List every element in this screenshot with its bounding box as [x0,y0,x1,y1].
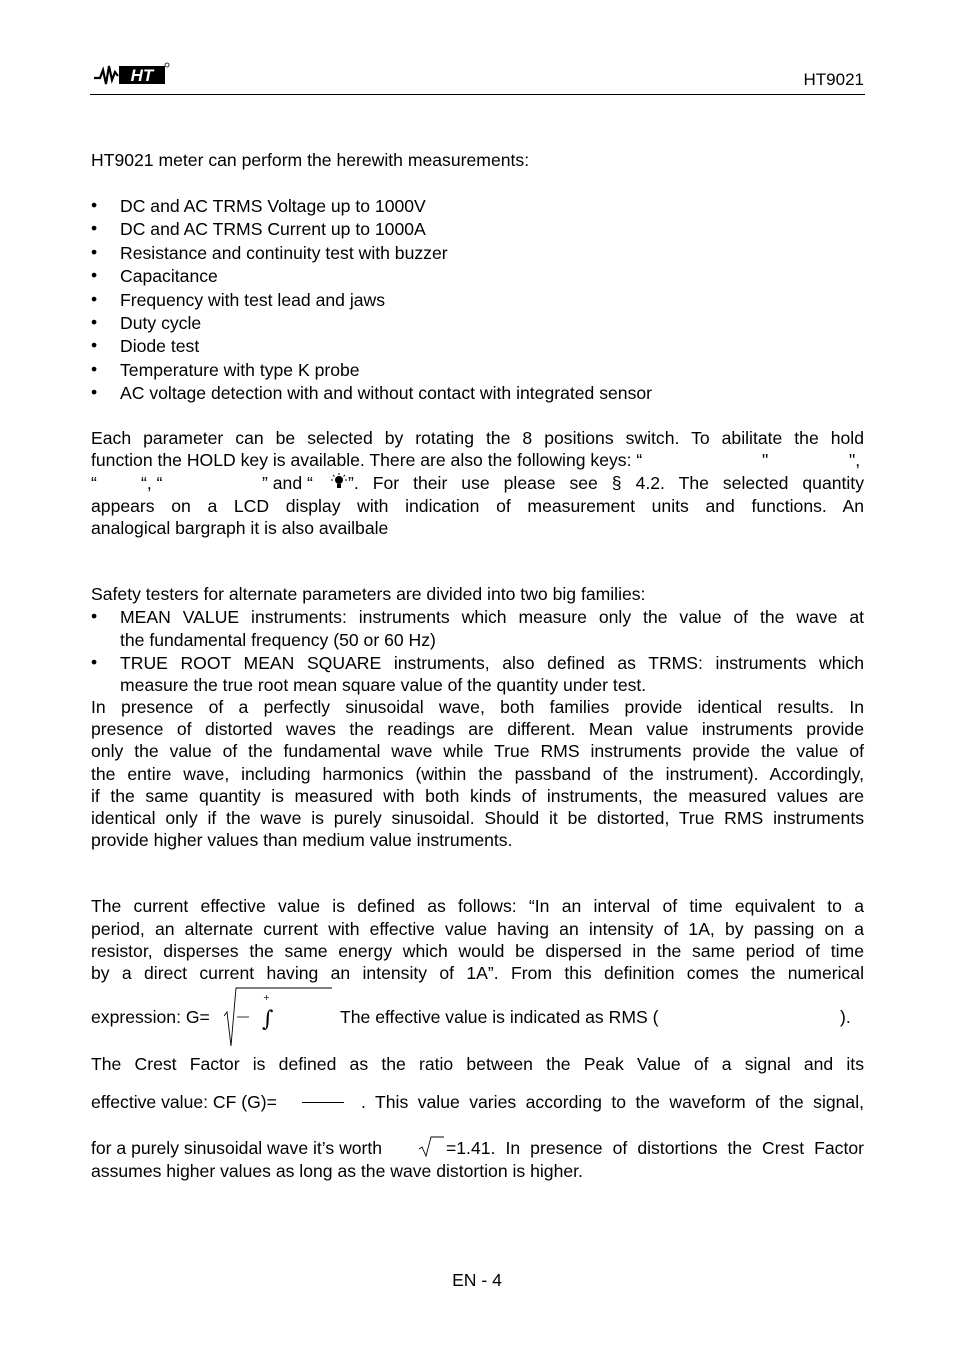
last-line: assumes higher values as long as the wave distortion is higher. [91,1161,583,1181]
rms-text-close: ). [840,1007,851,1027]
list-item: Resistance and continuity test with buzzer [120,243,448,263]
trms-line-1: TRUE ROOT MEAN SQUARE instruments, also defined as TRMS: instruments which [120,653,864,673]
bullet: • [91,312,98,332]
crest-label: effective value: CF (G)= [91,1092,277,1112]
list-item: Diode test [120,336,200,356]
safety-para-line: if the same quantity is measured with both kinds of instruments, the measured values are [91,786,864,806]
safety-intro: Safety testers for alternate parameters are divided into two big families: [91,584,646,604]
model-label: HT9021 [803,70,864,89]
svg-text:∫: ∫ [262,1007,274,1032]
list-item: Temperature with type K probe [120,360,360,380]
bullet: • [91,289,98,309]
page-number: EN - 4 [452,1270,502,1290]
param-quote: " [762,450,769,470]
header-rule [90,94,865,95]
effective-line: resistor, disperses the same energy which would be dispersed in the same period of time [91,941,864,961]
effective-line: period, an alternate current with effective value having an intensity of 1A, by passing on a [91,919,864,939]
ht-logo [92,60,170,88]
bullet: • [91,606,98,626]
list-item: AC voltage detection with and without contact with integrated sensor [120,383,653,403]
sqrt-line-end: =1.41. In presence of distortions the Crest Factor [446,1138,864,1158]
safety-para-line: identical only if the wave is purely sinusoidal. Should it be distorted, True RMS instruments [91,808,864,828]
fraction-bar [302,1102,344,1103]
safety-para-line: In presence of a perfectly sinusoidal wave, both families provide identical results. In [91,697,864,717]
param-line-3-rest: ”. For their use please see § 4.2. The selected quantity [348,473,864,493]
bullet: • [91,652,98,672]
effective-line: by a direct current having an intensity of 1A”. From this definition comes the numerical [91,963,864,983]
bullet: • [91,265,98,285]
bullet: • [91,382,98,402]
mean-value-line-2: the fundamental frequency (50 or 60 Hz) [120,630,436,650]
bullet: • [91,359,98,379]
safety-para-last: provide higher values than medium value instruments. [91,830,513,850]
list-item: Duty cycle [120,313,202,333]
list-item: DC and AC TRMS Current up to 1000A [120,219,426,239]
svg-text:+: + [263,993,270,1002]
bullet: • [91,242,98,262]
safety-para-line: presence of distorted waves the readings are different. Mean value instruments provide [91,719,864,739]
sqrt-line-start: for a purely sinusoidal wave it’s worth [91,1138,383,1158]
param-quote: ", [849,450,861,470]
expression-label: expression: G= [91,1007,210,1027]
sqrt-icon [419,1136,445,1163]
bullet: • [91,218,98,238]
param-line-4: appears on a LCD display with indication of measurement units and functions. An [91,496,864,516]
param-quote: “, “ [141,473,163,493]
safety-para-line: the entire wave, including harmonics (within the passband of the instrument). Accordingly, [91,764,864,784]
bullet: • [91,335,98,355]
rms-text: The effective value is indicated as RMS ( [340,1007,659,1027]
crest-line-1: The Crest Factor is defined as the ratio between the Peak Value of a signal and its [91,1054,864,1074]
intro-text: HT9021 meter can perform the herewith measurements: [91,150,530,170]
list-item: Frequency with test lead and jaws [120,290,386,310]
crest-rest: . This value varies according to the waveform of the signal, [361,1092,864,1112]
param-line-2: function the HOLD key is available. There are also the following keys: “ [91,450,643,470]
trms-line-2: measure the true root mean square value of the quantity under test. [120,675,647,695]
list-item: Capacitance [120,266,218,286]
mean-value-line-1: MEAN VALUE instruments: instruments which measure only the value of the wave at [120,607,864,627]
effective-line: The current effective value is defined as follows: “In an interval of time equivalent to a [91,896,864,916]
param-quote: ” and “ [262,473,313,493]
bullet: • [91,195,98,215]
safety-para-line: only the value of the fundamental wave while True RMS instruments provide the value of [91,741,864,761]
param-line-1: Each parameter can be selected by rotating the 8 positions switch. To abilitate the hold [91,428,864,448]
param-line-5: analogical bargraph it is also availbale [91,518,389,538]
list-item: DC and AC TRMS Voltage up to 1000V [120,196,426,216]
param-quote: “ [91,473,97,493]
svg-text:HT: HT [130,66,154,85]
backlight-icon [329,473,349,496]
